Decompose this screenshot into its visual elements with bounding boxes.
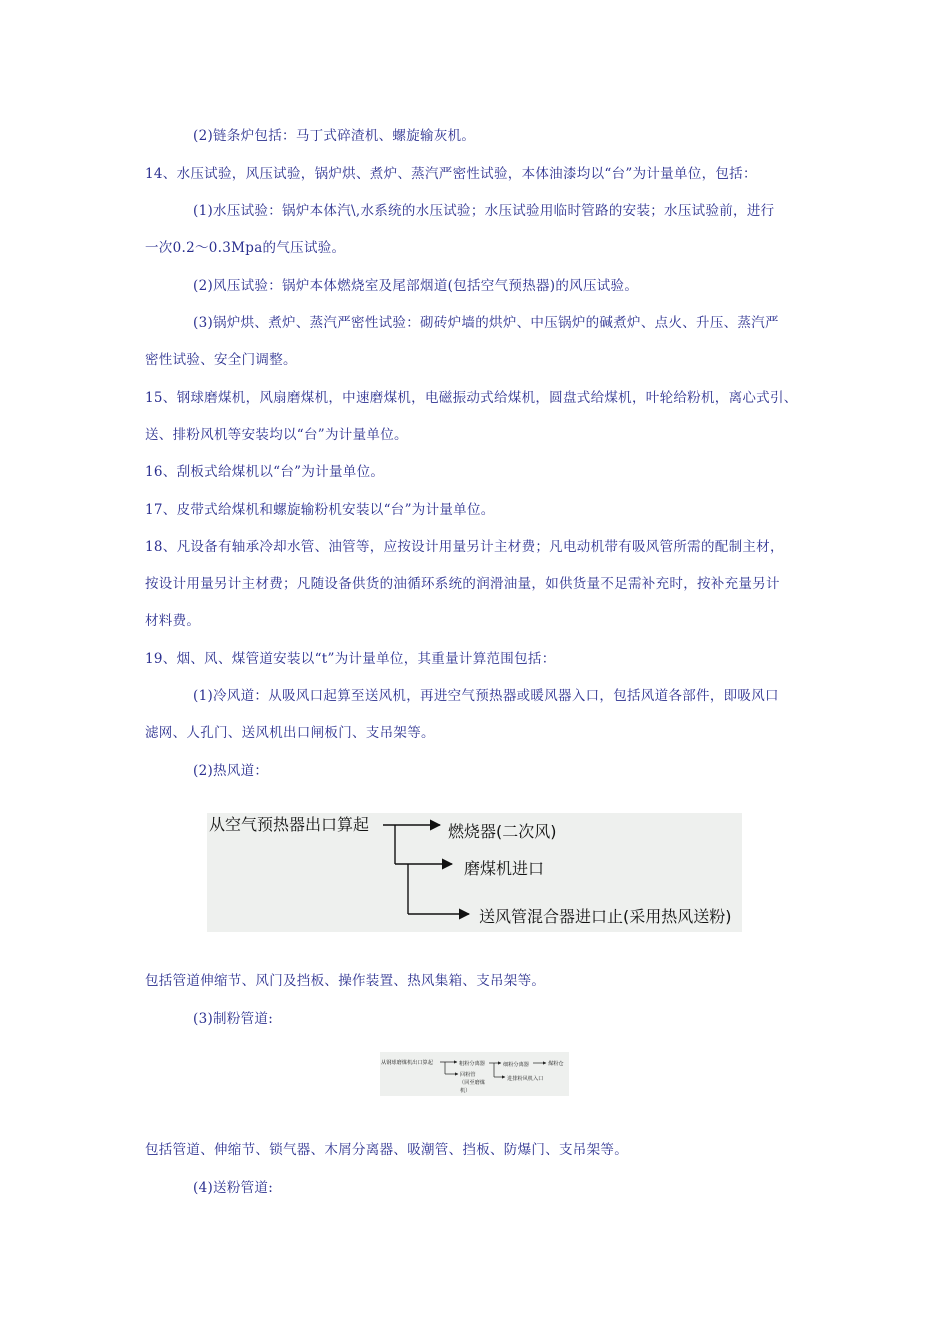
paragraph-chain-furnace: (2)链条炉包括：马丁式碎渣机、螺旋输灰机。 (193, 128, 476, 144)
hot-air-duct-diagram (207, 813, 742, 932)
paragraph-item-16: 16、刮板式给煤机以“台”为计量单位。 (145, 464, 385, 480)
paragraph-hot-air-includes: 包括管道伸缩节、风门及挡板、操作装置、热风集箱、支吊架等。 (145, 973, 546, 989)
paragraph-boiler-drying: (3)锅炉烘、煮炉、蒸汽严密性试验：砌砖炉墙的烘炉、中压锅炉的碱煮炉、点火、升压、蒸汽严 (193, 315, 779, 331)
paragraph-item-18: 18、凡设备有轴承冷却水管、油管等，应按设计用量另计主材费；凡电动机带有吸风管所需的配制主材， (145, 539, 784, 555)
paragraph-item-15: 15、钢球磨煤机，风扇磨煤机，中速磨煤机，电磁振动式给煤机，圆盘式给煤机，叶轮给粉机，离心式引、 (145, 390, 798, 406)
diagram2-return-pipe: 回粉管 (460, 1072, 476, 1078)
paragraph-hot-air-duct: (2)热风道： (193, 763, 269, 779)
paragraph-powder-feed-pipe: (4)送粉管道: (193, 1180, 274, 1196)
paragraph-item-15-cont: 送、排粉风机等安装均以“台”为计量单位。 (145, 427, 408, 443)
paragraph-air-pressure-test: (2)风压试验：锅炉本体燃烧室及尾部烟道(包括空气预热器)的风压试验。 (193, 278, 639, 294)
paragraph-water-pressure-test-cont: 一次0.2～0.3Mpa的气压试验。 (145, 240, 346, 256)
diagram2-fine-separator: 细粉分离器 (503, 1062, 529, 1068)
diagram2-return-pipe-note-1: （回至磨煤 (459, 1080, 485, 1086)
diagram2-coarse-separator: 粗粉分离器 (459, 1061, 485, 1067)
paragraph-item-18-end: 材料费。 (145, 613, 201, 629)
paragraph-item-19: 19、烟、风、煤管道安装以“t”为计量单位，其重量计算范围包括： (145, 651, 556, 667)
diagram2-exhaust-fan-inlet: 进排粉风机入口 (507, 1076, 544, 1082)
paragraph-item-17: 17、皮带式给煤机和螺旋输粉机安装以“台”为计量单位。 (145, 502, 495, 518)
paragraph-pulverizing-includes: 包括管道、伸缩节、锁气器、木屑分离器、吸潮管、挡板、防爆门、支吊架等。 (145, 1142, 628, 1158)
diagram2-return-pipe-note-2: 机） (460, 1088, 471, 1094)
diagram-target-mixer-inlet: 送风管混合器进口止(采用热风送粉) (479, 907, 732, 926)
paragraph-water-pressure-test: (1)水压试验：锅炉本体汽\,水系统的水压试验；水压试验用临时管路的安装；水压试验前，进行 (193, 203, 775, 219)
diagram-source-label: 从空气预热器出口算起 (209, 815, 370, 834)
diagram-target-mill-inlet: 磨煤机进口 (464, 859, 545, 878)
diagram-target-burner: 燃烧器(二次风) (448, 822, 557, 841)
paragraph-boiler-drying-cont: 密性试验、安全门调整。 (145, 352, 297, 368)
diagram2-pulverized-coal-bin: 煤粉仓 (548, 1061, 564, 1067)
paragraph-cold-air-duct: (1)冷风道：从吸风口起算至送风机，再进空气预热器或暖风器入口，包括风道各部件，即吸风口 (193, 688, 779, 704)
paragraph-pulverizing-pipe: (3)制粉管道: (193, 1011, 274, 1027)
paragraph-item-14: 14、水压试验，风压试验，锅炉烘、煮炉、蒸汽严密性试验，本体油漆均以“台”为计量单位，包括： (145, 166, 757, 182)
paragraph-cold-air-duct-cont: 滤网、人孔门、送风机出口闸板门、支吊架等。 (145, 725, 435, 741)
paragraph-item-18-cont: 按设计用量另计主材费；凡随设备供货的油循环系统的润滑油量，如供货量不足需补充时，按补充量另计 (145, 576, 780, 592)
diagram2-source-label: 从钢球磨煤机出口算起 (381, 1060, 433, 1066)
pulverizing-pipe-diagram (380, 1052, 569, 1096)
